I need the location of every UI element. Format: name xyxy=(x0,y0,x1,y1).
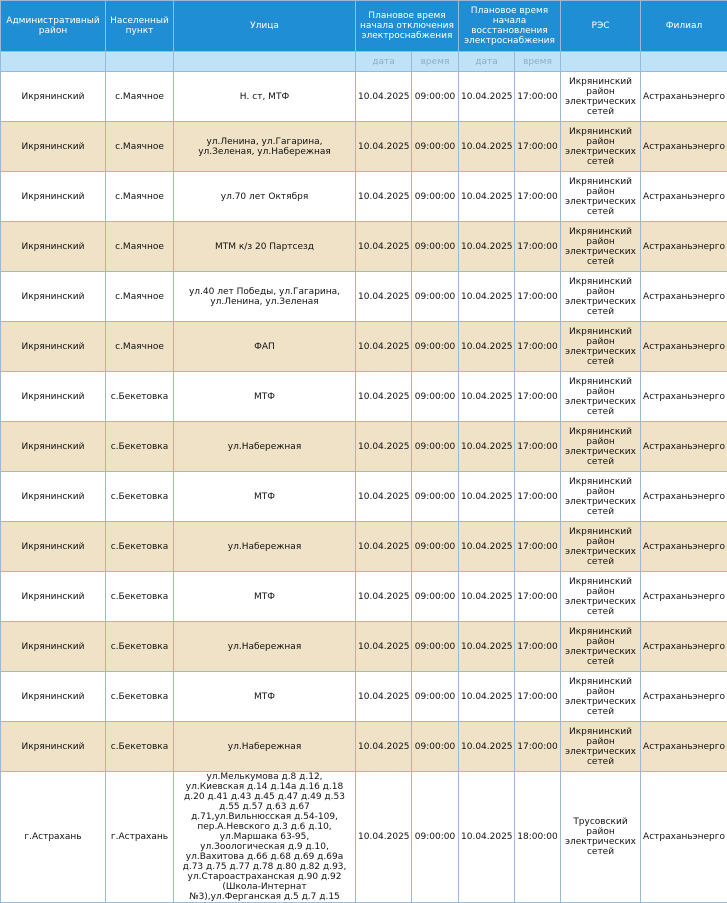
cell-off-time: 09:00:00 xyxy=(412,622,459,672)
cell-on-date: 10.04.2025 xyxy=(459,172,515,222)
cell-off-time: 09:00:00 xyxy=(412,122,459,172)
table-row xyxy=(1,472,727,522)
cell-branch: Астраханьэнерго xyxy=(641,772,727,903)
table-row xyxy=(1,272,727,322)
cell-off-date: 10.04.2025 xyxy=(356,72,412,122)
table-row xyxy=(1,72,727,122)
cell-settlement: с.Бекетовка xyxy=(106,522,174,572)
cell-res: Икрянинский район электрических сетей xyxy=(561,522,641,572)
cell-branch: Астраханьэнерго xyxy=(641,322,727,372)
cell-on-time: 17:00:00 xyxy=(515,72,561,122)
cell-branch: Астраханьэнерго xyxy=(641,722,727,772)
cell-off-date: 10.04.2025 xyxy=(356,622,412,672)
table-row xyxy=(1,372,727,422)
cell-branch: Астраханьэнерго xyxy=(641,372,727,422)
subheader-off-time: время xyxy=(412,52,459,72)
cell-res: Икрянинский район электрических сетей xyxy=(561,72,641,122)
cell-on-date: 10.04.2025 xyxy=(459,722,515,772)
cell-district: Икрянинский xyxy=(1,722,106,772)
table-row xyxy=(1,172,727,222)
cell-off-time: 09:00:00 xyxy=(412,722,459,772)
cell-off-time: 09:00:00 xyxy=(412,422,459,472)
cell-off-time: 09:00:00 xyxy=(412,572,459,622)
subheader-empty xyxy=(641,52,727,72)
cell-on-date: 10.04.2025 xyxy=(459,322,515,372)
cell-settlement: с.Бекетовка xyxy=(106,672,174,722)
table-row xyxy=(1,222,727,272)
cell-on-date: 10.04.2025 xyxy=(459,422,515,472)
cell-on-date: 10.04.2025 xyxy=(459,522,515,572)
cell-branch: Астраханьэнерго xyxy=(641,472,727,522)
cell-street: ул.Набережная xyxy=(174,522,356,572)
cell-res: Икрянинский район электрических сетей xyxy=(561,422,641,472)
cell-res: Икрянинский район электрических сетей xyxy=(561,172,641,222)
table-row xyxy=(1,322,727,372)
cell-branch: Астраханьэнерго xyxy=(641,522,727,572)
cell-res: Трусовский район электрических сетей xyxy=(561,772,641,903)
cell-res: Икрянинский район электрических сетей xyxy=(561,622,641,672)
cell-res: Икрянинский район электрических сетей xyxy=(561,372,641,422)
subheader-on-date: дата xyxy=(459,52,515,72)
cell-off-time: 09:00:00 xyxy=(412,222,459,272)
header-settlement: Населенный пункт xyxy=(106,1,174,52)
cell-street: МТФ xyxy=(174,672,356,722)
header-res: РЭС xyxy=(561,1,641,52)
cell-street: ул.Мелькумова д.8 д.12, ул.Киевская д.14 д.14а д.16 д.18 д.20 д.41 д.43 д.45 д.47 д.49 д.53 д.55 д.57 д.63 д.67 д.71,ул.Вильнюсская д.54-109, пер.А.Невского д.3 д.6 д.10, ул.Маршака 63-95, ул.Зоологическая д.9 д.10, ул.Вахитова д.66 д.68 д.69 д.69а д.73 д.75 д.77 д.78 д.80 д.82 д.93, ул.Староастраханская д.90 д.92 (Школа-Интернат №3),ул.Ферганская д.5 д.7 д.15 xyxy=(174,772,356,903)
cell-on-time: 17:00:00 xyxy=(515,422,561,472)
cell-res: Икрянинский район электрических сетей xyxy=(561,572,641,622)
cell-on-date: 10.04.2025 xyxy=(459,372,515,422)
cell-on-time: 17:00:00 xyxy=(515,622,561,672)
cell-on-date: 10.04.2025 xyxy=(459,772,515,903)
cell-on-time: 17:00:00 xyxy=(515,172,561,222)
table-row xyxy=(1,772,727,903)
cell-street: МТМ к/з 20 Партсезд xyxy=(174,222,356,272)
cell-branch: Астраханьэнерго xyxy=(641,72,727,122)
cell-off-time: 09:00:00 xyxy=(412,72,459,122)
table-row xyxy=(1,572,727,622)
cell-on-date: 10.04.2025 xyxy=(459,672,515,722)
cell-district: Икрянинский xyxy=(1,72,106,122)
subheader-empty xyxy=(106,52,174,72)
cell-street: Н. ст, МТФ xyxy=(174,72,356,122)
cell-off-date: 10.04.2025 xyxy=(356,772,412,903)
cell-res: Икрянинский район электрических сетей xyxy=(561,322,641,372)
cell-street: МТФ xyxy=(174,572,356,622)
cell-on-date: 10.04.2025 xyxy=(459,122,515,172)
cell-on-date: 10.04.2025 xyxy=(459,622,515,672)
subheader-off-date: дата xyxy=(356,52,412,72)
header-planned-off: Плановое время начала отключения электроснабжения xyxy=(356,1,459,52)
table-row xyxy=(1,522,727,572)
cell-on-time: 17:00:00 xyxy=(515,272,561,322)
cell-res: Икрянинский район электрических сетей xyxy=(561,722,641,772)
subheader-empty xyxy=(561,52,641,72)
cell-off-time: 09:00:00 xyxy=(412,372,459,422)
cell-branch: Астраханьэнерго xyxy=(641,272,727,322)
cell-district: г.Астрахань xyxy=(1,772,106,903)
cell-off-date: 10.04.2025 xyxy=(356,372,412,422)
cell-off-date: 10.04.2025 xyxy=(356,422,412,472)
cell-branch: Астраханьэнерго xyxy=(641,122,727,172)
cell-off-date: 10.04.2025 xyxy=(356,722,412,772)
cell-district: Икрянинский xyxy=(1,672,106,722)
cell-off-date: 10.04.2025 xyxy=(356,472,412,522)
table-row xyxy=(1,422,727,472)
cell-off-date: 10.04.2025 xyxy=(356,172,412,222)
cell-off-time: 09:00:00 xyxy=(412,322,459,372)
cell-off-date: 10.04.2025 xyxy=(356,122,412,172)
cell-off-time: 09:00:00 xyxy=(412,172,459,222)
header-street: Улица xyxy=(174,1,356,52)
cell-on-time: 17:00:00 xyxy=(515,472,561,522)
header-branch: Филиал xyxy=(641,1,727,52)
cell-on-time: 18:00:00 xyxy=(515,772,561,903)
cell-settlement: с.Маячное xyxy=(106,272,174,322)
cell-district: Икрянинский xyxy=(1,172,106,222)
cell-off-time: 09:00:00 xyxy=(412,522,459,572)
table-row xyxy=(1,122,727,172)
cell-on-date: 10.04.2025 xyxy=(459,572,515,622)
cell-on-date: 10.04.2025 xyxy=(459,472,515,522)
cell-on-time: 17:00:00 xyxy=(515,222,561,272)
cell-branch: Астраханьэнерго xyxy=(641,172,727,222)
cell-on-date: 10.04.2025 xyxy=(459,72,515,122)
cell-off-time: 09:00:00 xyxy=(412,472,459,522)
cell-settlement: с.Маячное xyxy=(106,72,174,122)
subheader-on-time: время xyxy=(515,52,561,72)
cell-off-time: 09:00:00 xyxy=(412,772,459,903)
cell-off-time: 09:00:00 xyxy=(412,672,459,722)
cell-res: Икрянинский район электрических сетей xyxy=(561,122,641,172)
subheader-empty xyxy=(1,52,106,72)
cell-on-date: 10.04.2025 xyxy=(459,272,515,322)
cell-on-time: 17:00:00 xyxy=(515,572,561,622)
cell-district: Икрянинский xyxy=(1,222,106,272)
cell-branch: Астраханьэнерго xyxy=(641,622,727,672)
cell-settlement: с.Бекетовка xyxy=(106,722,174,772)
cell-settlement: с.Маячное xyxy=(106,122,174,172)
cell-off-time: 09:00:00 xyxy=(412,272,459,322)
cell-off-date: 10.04.2025 xyxy=(356,222,412,272)
cell-off-date: 10.04.2025 xyxy=(356,672,412,722)
cell-district: Икрянинский xyxy=(1,522,106,572)
cell-off-date: 10.04.2025 xyxy=(356,272,412,322)
cell-settlement: с.Маячное xyxy=(106,172,174,222)
cell-res: Икрянинский район электрических сетей xyxy=(561,222,641,272)
cell-street: ул.70 лет Октября xyxy=(174,172,356,222)
cell-on-date: 10.04.2025 xyxy=(459,222,515,272)
subheader-empty xyxy=(174,52,356,72)
cell-street: ул.Набережная xyxy=(174,722,356,772)
table-row xyxy=(1,672,727,722)
cell-settlement: с.Маячное xyxy=(106,322,174,372)
cell-district: Икрянинский xyxy=(1,572,106,622)
cell-district: Икрянинский xyxy=(1,622,106,672)
cell-branch: Астраханьэнерго xyxy=(641,672,727,722)
header-planned-on: Плановое время начала восстановления электроснабжения xyxy=(459,1,561,52)
cell-on-time: 17:00:00 xyxy=(515,672,561,722)
cell-street: ул.Набережная xyxy=(174,622,356,672)
cell-off-date: 10.04.2025 xyxy=(356,522,412,572)
cell-settlement: с.Бекетовка xyxy=(106,372,174,422)
cell-settlement: с.Бекетовка xyxy=(106,622,174,672)
cell-settlement: с.Бекетовка xyxy=(106,422,174,472)
cell-district: Икрянинский xyxy=(1,322,106,372)
cell-settlement: с.Бекетовка xyxy=(106,472,174,522)
cell-settlement: с.Бекетовка xyxy=(106,572,174,622)
cell-district: Икрянинский xyxy=(1,372,106,422)
table-row xyxy=(1,622,727,672)
cell-res: Икрянинский район электрических сетей xyxy=(561,672,641,722)
cell-settlement: г.Астрахань xyxy=(106,772,174,903)
cell-on-time: 17:00:00 xyxy=(515,522,561,572)
cell-branch: Астраханьэнерго xyxy=(641,422,727,472)
cell-on-time: 17:00:00 xyxy=(515,722,561,772)
cell-street: ул.Ленина, ул.Гагарина, ул.Зеленая, ул.Набережная xyxy=(174,122,356,172)
cell-district: Икрянинский xyxy=(1,472,106,522)
cell-res: Икрянинский район электрических сетей xyxy=(561,272,641,322)
cell-street: ФАП xyxy=(174,322,356,372)
cell-district: Икрянинский xyxy=(1,272,106,322)
cell-off-date: 10.04.2025 xyxy=(356,322,412,372)
cell-on-time: 17:00:00 xyxy=(515,372,561,422)
cell-district: Икрянинский xyxy=(1,122,106,172)
cell-on-time: 17:00:00 xyxy=(515,122,561,172)
cell-res: Икрянинский район электрических сетей xyxy=(561,472,641,522)
cell-street: ул.Набережная xyxy=(174,422,356,472)
cell-on-time: 17:00:00 xyxy=(515,322,561,372)
cell-branch: Астраханьэнерго xyxy=(641,572,727,622)
cell-street: МТФ xyxy=(174,372,356,422)
cell-settlement: с.Маячное xyxy=(106,222,174,272)
cell-branch: Астраханьэнерго xyxy=(641,222,727,272)
header-district: Административный район xyxy=(1,1,106,52)
cell-street: МТФ xyxy=(174,472,356,522)
table-row xyxy=(1,722,727,772)
cell-street: ул.40 лет Победы, ул.Гагарина, ул.Ленина, ул.Зеленая xyxy=(174,272,356,322)
cell-district: Икрянинский xyxy=(1,422,106,472)
cell-off-date: 10.04.2025 xyxy=(356,572,412,622)
